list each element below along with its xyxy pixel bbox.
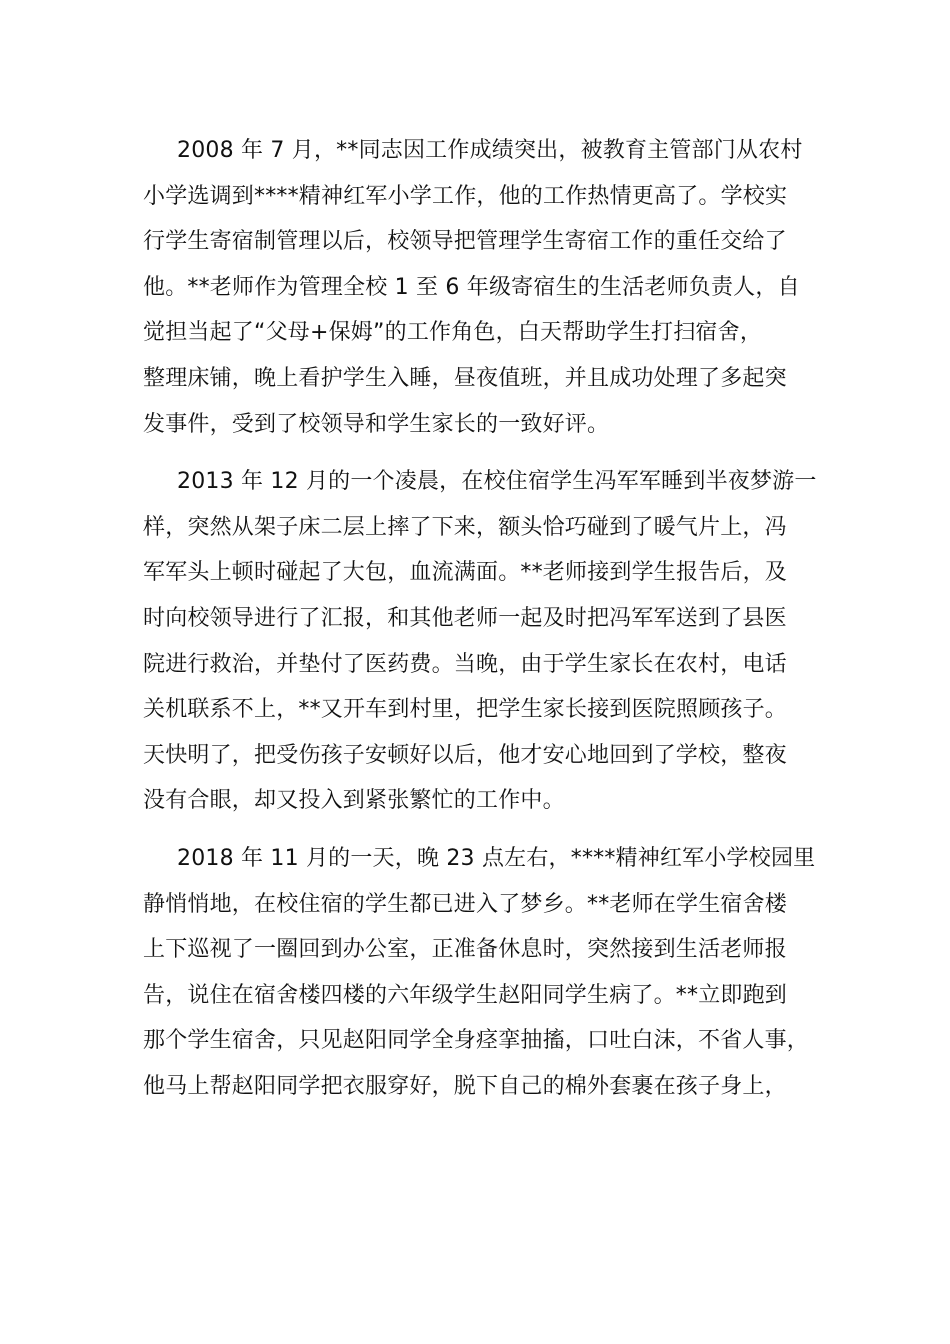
text-line: 上下巡视了一圈回到办公室，正准备休息时，突然接到生活老师报 [143, 937, 787, 963]
text-line: 样，突然从架子床二层上摔了下来，额头恰巧碰到了暖气片上，冯 [143, 514, 787, 540]
text-line: 那个学生宿舍，只见赵阳同学全身痉挛抽搐，口吐白沫，不省人事， [143, 1028, 810, 1054]
text-line: 2013 年 12 月的一个凌晨，在校住宿学生冯军军睡到半夜梦游一 [177, 469, 817, 495]
text-line: 军军头上顿时碰起了大包，血流满面。**老师接到学生报告后，及 [143, 560, 788, 586]
text-line: 整理床铺，晚上看护学生入睡，昼夜值班，并且成功处理了多起突 [143, 365, 787, 391]
text-line: 觉担当起了“父母+保姆”的工作角色，白天帮助学生打扫宿舍， [143, 320, 763, 346]
text-line: 天快明了，把受伤孩子安顿好以后，他才安心地回到了学校，整夜 [143, 742, 787, 768]
text-line: 2008 年 7 月，**同志因工作成绩突出，被教育主管部门从农村 [177, 138, 803, 163]
text-line: 发事件，受到了校领导和学生家长的一致好评。 [143, 411, 610, 437]
text-line: 没有合眼，却又投入到紧张繁忙的工作中。 [143, 788, 565, 814]
text-line: 行学生寄宿制管理以后，校领导把管理学生寄宿工作的重任交给了 [143, 229, 787, 255]
text-line: 小学选调到****精神红军小学工作，他的工作热情更高了。学校实 [143, 183, 788, 209]
text-line: 他。**老师作为管理全校 1 至 6 年级寄宿生的生活老师负责人，自 [143, 274, 800, 300]
text-line: 2018 年 11 月的一天，晚 23 点左右，****精神红军小学校园里 [177, 845, 816, 871]
paragraph-3 [143, 836, 816, 1110]
paragraph-2 [143, 459, 817, 824]
text-line: 静悄悄地，在校住宿的学生都已进入了梦乡。**老师在学生宿舍楼 [143, 891, 788, 917]
paragraph-1 [143, 128, 813, 447]
text-line: 他马上帮赵阳同学把衣服穿好，脱下自己的棉外套裹在孩子身上， [143, 1073, 787, 1099]
document-body [143, 128, 817, 1121]
text-line: 告，说住在宿舍楼四楼的六年级学生赵阳同学生病了。**立即跑到 [143, 982, 788, 1008]
text-line: 院进行救治，并垫付了医药费。当晚，由于学生家长在农村，电话 [143, 651, 787, 677]
text-line: 时向校领导进行了汇报，和其他老师一起及时把冯军军送到了县医 [143, 605, 787, 631]
text-line: 关机联系不上，**又开车到村里，把学生家长接到医院照顾孩子。 [143, 697, 788, 723]
